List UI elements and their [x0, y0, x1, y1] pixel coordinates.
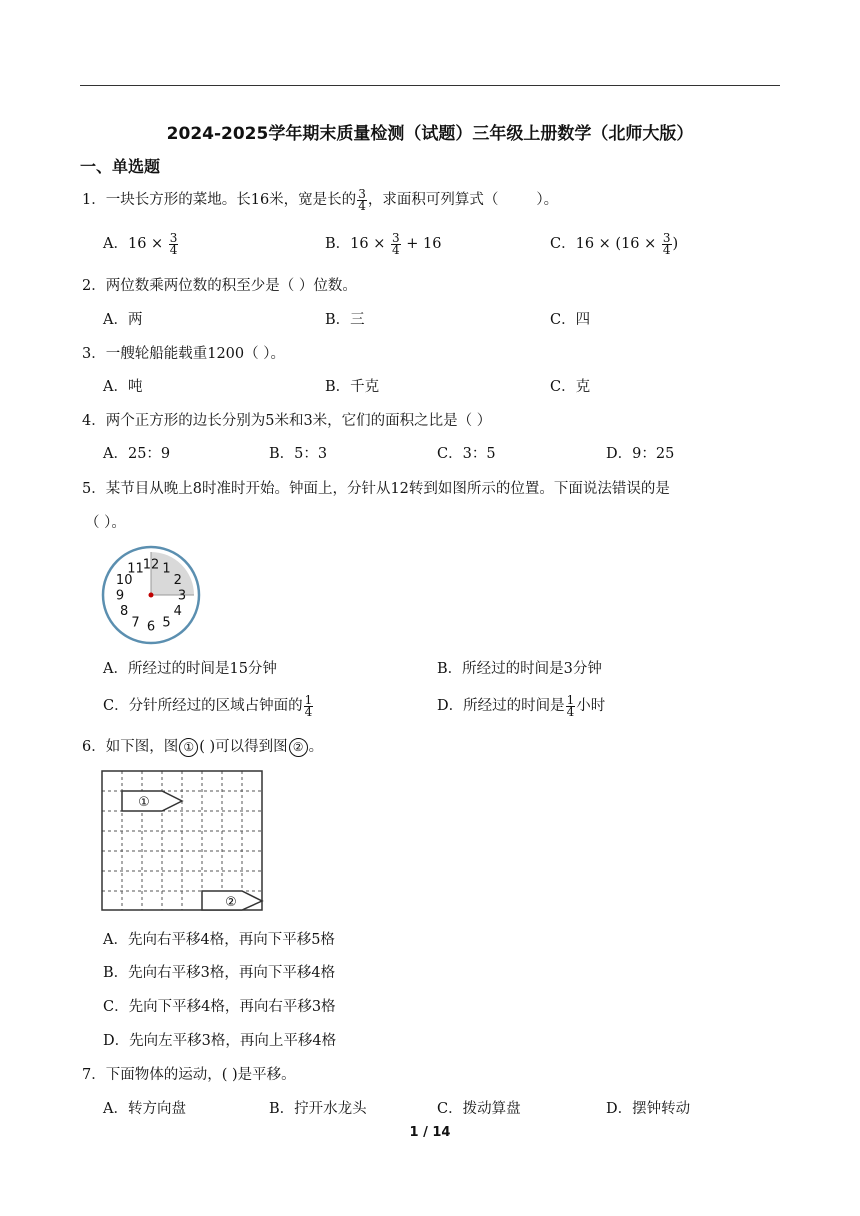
question-5-option-b[interactable]: B．所经过的时间是3分钟: [437, 661, 602, 677]
question-4-stem: 4．两个正方形的边长分别为5米和3米，它们的面积之比是（ ）: [82, 413, 492, 429]
question-7-option-c[interactable]: C．拨动算盘: [437, 1101, 521, 1117]
question-6-option-b[interactable]: B．先向右平移3格，再向下平移4格: [103, 965, 336, 981]
clock-numeral: 2: [173, 573, 182, 588]
question-7-option-a[interactable]: A．转方向盘: [103, 1101, 186, 1117]
page-title: 2024-2025学年期末质量检测（试题）三年级上册数学（北师大版）: [166, 124, 694, 144]
question-4-option-d[interactable]: D．9：25: [606, 446, 675, 462]
question-7-stem: 7．下面物体的运动，( )是平移。: [82, 1067, 296, 1083]
question-6-option-d[interactable]: D．先向左平移3格，再向上平移4格: [103, 1033, 337, 1049]
question-6-option-a[interactable]: A．先向右平移4格，再向下平移5格: [103, 932, 335, 948]
question-3-option-a[interactable]: A．吨: [103, 379, 143, 395]
clock-numeral: 11: [127, 561, 144, 577]
question-4-option-c[interactable]: C．3：5: [437, 446, 496, 462]
question-1-stem: 1．一块长方形的菜地。长16米，宽是长的 $\frac{3}{4}$ ，求面积可列算式（ ）。: [82, 186, 559, 213]
question-1-option-b[interactable]: B．16 × $\frac{3}{4}$ + 16: [325, 230, 442, 257]
question-7-option-d[interactable]: D．摆钟转动: [606, 1101, 691, 1117]
grid-figure: [101, 770, 264, 912]
clock-figure: [100, 544, 202, 646]
arrow-shape-1: [122, 791, 182, 811]
question-2-stem: 2．两位数乘两位数的积至少是（ ）位数。: [82, 278, 357, 294]
question-4-option-b[interactable]: B．5：3: [269, 446, 328, 462]
clock-center: [149, 593, 154, 598]
clock-numeral: 8: [120, 604, 129, 619]
question-6-option-c[interactable]: C．先向下平移4格，再向右平移3格: [103, 999, 336, 1015]
question-4-option-a[interactable]: A．25：9: [103, 446, 171, 462]
question-5-option-d[interactable]: D．所经过的时间是 $\frac{1}{4}$ 小时: [437, 692, 606, 719]
question-2-option-c[interactable]: C．四: [550, 312, 591, 328]
question-5-stem-cont: （ ）。: [85, 515, 126, 531]
clock-numeral: 3: [177, 588, 187, 604]
question-7-option-b[interactable]: B．拧开水龙头: [269, 1101, 367, 1117]
header-rule: [80, 85, 780, 86]
question-5-stem: 5．某节目从晚上8时准时开始。钟面上，分针从12转到如图所示的位置。下面说法错误的是: [82, 481, 670, 497]
figure-1-marker: ①: [179, 738, 198, 757]
clock-numeral: 10: [115, 573, 133, 588]
question-3-option-c[interactable]: C．克: [550, 379, 591, 395]
question-2-option-a[interactable]: A．两: [103, 312, 143, 328]
question-3-stem: 3．一艘轮船能载重1200（ ）。: [82, 346, 285, 362]
question-3-option-b[interactable]: B．千克: [325, 379, 380, 395]
clock-numeral: 1: [162, 561, 171, 577]
question-5-option-c[interactable]: C．分针所经过的区域占钟面的 $\frac{1}{4}$: [103, 692, 313, 719]
question-1-option-c[interactable]: C．16 × (16 × $\frac{3}{4}$ ): [550, 230, 679, 257]
arrow-label-1: ①: [138, 795, 150, 810]
clock-numeral: 12: [142, 557, 160, 573]
arrow-label-2: ②: [225, 895, 237, 910]
question-5-option-a[interactable]: A．所经过的时间是15分钟: [103, 661, 277, 677]
page-number: 1 / 14: [409, 1125, 451, 1140]
clock-numeral: 9: [115, 588, 125, 604]
question-1-option-a[interactable]: A．16 × $\frac{3}{4}$: [103, 230, 178, 257]
question-2-option-b[interactable]: B．三: [325, 312, 365, 328]
clock-numeral: 5: [162, 615, 171, 631]
figure-2-marker: ②: [289, 738, 308, 757]
clock-numeral: 7: [131, 615, 140, 631]
clock-numeral: 6: [146, 619, 156, 635]
question-6-stem: 6．如下图，图 ① ( )可以得到图 ② 。: [82, 739, 324, 755]
clock-numeral: 4: [173, 604, 182, 619]
fraction: $\frac{3}{4}$: [358, 186, 366, 213]
section-heading: 一、单选题: [80, 157, 161, 176]
